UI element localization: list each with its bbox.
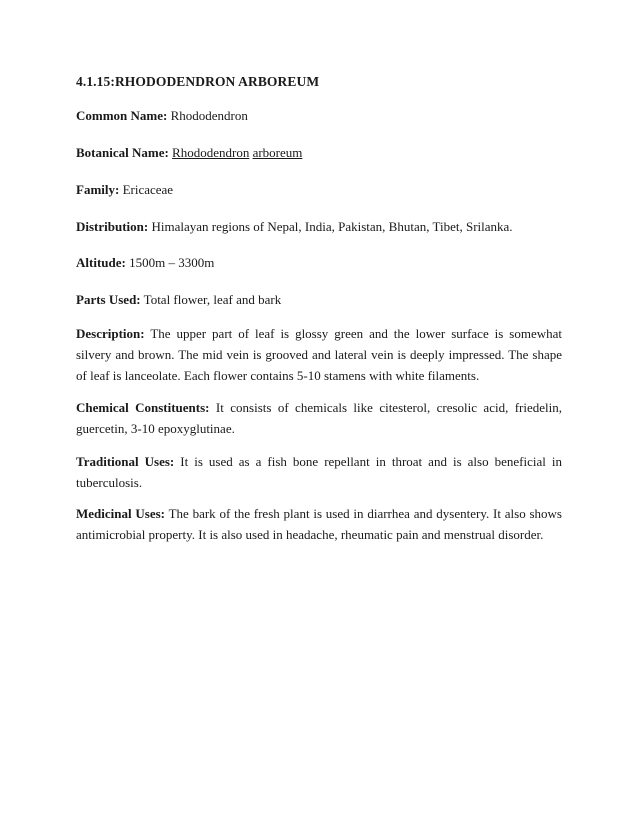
family-label: Family: [76, 182, 120, 197]
distribution-label: Distribution: [76, 219, 149, 234]
common-name-value: Rhododendron [170, 108, 248, 123]
botanical-name-label: Botanical Name: [76, 145, 169, 160]
description-field [76, 323, 562, 386]
medicinal-uses-field [76, 503, 562, 545]
altitude-label: Altitude: [76, 255, 126, 270]
botanical-name-species: arboreum [252, 145, 303, 160]
family-value: Ericaceae [122, 182, 174, 197]
traditional-uses-value: It is used as a fish bone repellant in throat and is also beneficial in tuberculosis. [76, 454, 562, 490]
medicinal-uses-value: The bark of the fresh plant is used in diarrhea and dysentery. It also shows antimicrobial property. It is also used in headache, rheumatic pain and menstrual disorder. [76, 506, 562, 542]
botanical-name-field [76, 142, 562, 163]
traditional-uses-field [76, 451, 562, 493]
family-field [76, 179, 562, 200]
medicinal-uses-label: Medicinal Uses: [76, 506, 166, 521]
description-value: The upper part of leaf is glossy green and the lower surface is somewhat silvery and brown. The mid vein is grooved and lateral vein is deeply impressed. The shape of leaf is lanceolate. Each flower contains 5-10 stamens with white filaments. [76, 326, 563, 383]
traditional-uses-label: Traditional Uses: [76, 454, 175, 469]
chemical-constituents-value: It consists of chemicals like citesterol, cresolic acid, friedelin, guercetin, 3-10 epoxyglutinae. [76, 400, 563, 436]
section-heading: 4.1.15:RHODODENDRON ARBOREUM [76, 74, 320, 89]
distribution-value: Himalayan regions of Nepal, India, Pakistan, Bhutan, Tibet, Srilanka. [151, 219, 513, 234]
chemical-constituents-label: Chemical Constituents: [76, 400, 210, 415]
chemical-constituents-field [76, 397, 562, 439]
altitude-field [76, 252, 562, 273]
description-label: Description: [76, 326, 145, 341]
distribution-field [76, 216, 562, 237]
common-name-field [76, 105, 562, 126]
common-name-label: Common Name: [76, 108, 168, 123]
parts-used-field [76, 289, 562, 310]
parts-used-label: Parts Used: [76, 292, 141, 307]
parts-used-value: Total flower, leaf and bark [143, 292, 282, 307]
botanical-name-genus: Rhododendron [172, 145, 250, 160]
altitude-value: 1500m – 3300m [129, 255, 215, 270]
